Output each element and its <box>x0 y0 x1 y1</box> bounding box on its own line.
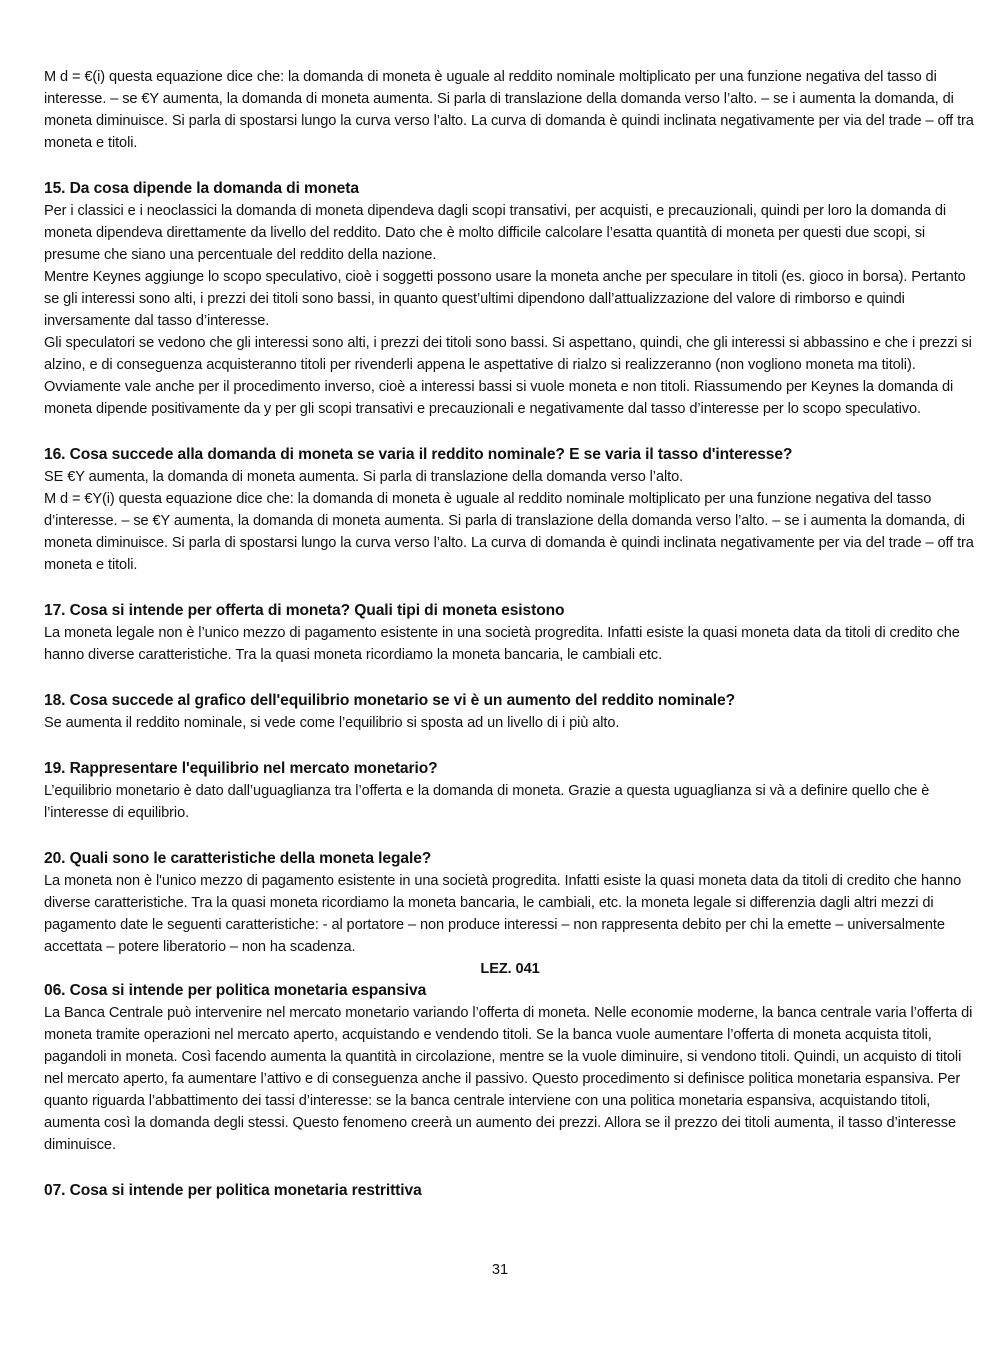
question-heading: 17. Cosa si intende per offerta di moneta? Quali tipi di moneta esistono <box>44 602 565 619</box>
document-body <box>44 66 976 1202</box>
paragraph: M d = €Y(i) questa equazione dice che: la domanda di moneta è uguale al reddito nominale moltiplicato per una funzione negativa del tasso d’interesse. – se €Y aumenta, la domanda di moneta aumenta. Si parla di translazione della domanda verso l’alto. – se i aumenta la domanda, di moneta diminuisce. Si parla di spostarsi lungo la curva verso l’alto. La curva di domanda è quindi inclinata negativamente per via del trade – off tra moneta e titoli. <box>44 491 974 573</box>
paragraph: La moneta legale non è l’unico mezzo di pagamento esistente in una società progredita. Infatti esiste la quasi moneta data da titoli di credito che hanno diverse caratteristiche. Tra la quasi moneta ricordiamo la moneta bancaria, le cambiali etc. <box>44 625 960 663</box>
section-gap <box>44 154 976 178</box>
section-gap <box>44 734 976 758</box>
lesson-label: LEZ. 041 <box>480 961 540 977</box>
question-heading: 16. Cosa succede alla domanda di moneta se varia il reddito nominale? E se varia il tasso d'interesse? <box>44 446 793 463</box>
section-gap <box>44 824 976 848</box>
paragraph: Mentre Keynes aggiunge lo scopo speculativo, cioè i soggetti possono usare la moneta anche per speculare in titoli (es. gioco in borsa). Pertanto se gli interessi sono alti, i prezzi dei titoli sono bassi, in quanto quest’ultimi dipendono dall’attualizzazione del valore di rimborso e quindi inversamente dal tasso d’interesse. <box>44 269 966 329</box>
question-heading: 18. Cosa succede al grafico dell'equilibrio monetario se vi è un aumento del reddito nominale? <box>44 692 735 709</box>
question-heading: 20. Quali sono le caratteristiche della moneta legale? <box>44 850 432 867</box>
question-heading: 19. Rappresentare l'equilibrio nel mercato monetario? <box>44 760 438 777</box>
paragraph: SE €Y aumenta, la domanda di moneta aumenta. Si parla di translazione della domanda verso l’alto. <box>44 469 684 485</box>
paragraph: Per i classici e i neoclassici la domanda di moneta dipendeva dagli scopi transativi, per acquisti, e precauzionali, quindi per loro la domanda di moneta dipendeva direttamente da livello del reddito. Dato che è molto difficile calcolare l’esatta quantità di moneta per questi due scopi, si presume che siano una percentuale del reddito della nazione. <box>44 203 947 263</box>
paragraph: L’equilibrio monetario è dato dall’uguaglianza tra l’offerta e la domanda di moneta. Grazie a questa uguaglianza si và a definire quello che è l’interesse di equilibrio. <box>44 783 930 821</box>
page-number: 31 <box>491 1262 509 1278</box>
paragraph: Gli speculatori se vedono che gli interessi sono alti, i prezzi dei titoli sono bassi. Si aspettano, quindi, che gli interessi si abbassino e che i prezzi si alzino, e di conseguenza acquisteranno titoli per rivenderli appena le aspettative di rialzo si realizzeranno (non vogliono moneta ma titoli). Ovviamente vale anche per il procedimento inverso, cioè a interessi bassi si vuole moneta e non titoli. Riassumendo per Keynes la domanda di moneta dipende positivamente da y per gli scopi transativi e precauzionali e negativamente dal tasso d’interesse per lo scopo speculativo. <box>44 335 972 417</box>
question-heading: 07. Cosa si intende per politica monetaria restrittiva <box>44 1182 422 1199</box>
section-gap <box>44 576 976 600</box>
paragraph: M d = €(i) questa equazione dice che: la domanda di moneta è uguale al reddito nominale moltiplicato per una funzione negativa del tasso di interesse. – se €Y aumenta, la domanda di moneta aumenta. Si parla di translazione della domanda verso l’alto. – se i aumenta la domanda, di moneta diminuisce. Si parla di spostarsi lungo la curva verso l’alto. La curva di domanda è quindi inclinata negativamente per via del trade – off tra moneta e titoli. <box>44 69 974 151</box>
section-gap <box>44 1156 976 1180</box>
paragraph: Se aumenta il reddito nominale, si vede come l’equilibrio si sposta ad un livello di i più alto. <box>44 715 620 731</box>
section-gap <box>44 666 976 690</box>
paragraph: La Banca Centrale può intervenire nel mercato monetario variando l’offerta di moneta. Nelle economie moderne, la banca centrale varia l’offerta di moneta tramite operazioni nel mercato aperto, acquistando e vendendo titoli. Se la banca vuole aumentare l’offerta di moneta acquista titoli, pagandoli in moneta. Così facendo aumenta la quantità in circolazione, mentre se la vuole diminuire, si vendono titoli. Quindi, un acquisto di titoli nel mercato aperto, fa aumentare l’attivo e di conseguenza anche il passivo. Questo procedimento si definisce politica monetaria espansiva. Per quanto riguarda l’abbattimento dei tassi d’interesse: se la banca centrale interviene con una politica monetaria espansiva, acquistando titoli, aumenta così la domanda degli stessi. Questo fenomeno creerà un aumento dei prezzi. Allora se il prezzo dei titoli aumenta, il tasso d’interesse diminuisce. <box>44 1005 973 1153</box>
question-heading: 06. Cosa si intende per politica monetaria espansiva <box>44 982 427 999</box>
question-heading: 15. Da cosa dipende la domanda di moneta <box>44 180 359 197</box>
paragraph: La moneta non è l'unico mezzo di pagamento esistente in una società progredita. Infatti esiste la quasi moneta data da titoli di credito che hanno diverse caratteristiche. Tra la quasi moneta ricordiamo la moneta bancaria, le cambiali, etc. la moneta legale si differenzia dagli altri mezzi di pagamento date le seguenti caratteristiche: - al portatore – non produce interessi – non rappresenta debito per chi la emette – universalmente accettata – potere liberatorio – non ha scadenza. <box>44 873 962 955</box>
section-gap <box>44 420 976 444</box>
